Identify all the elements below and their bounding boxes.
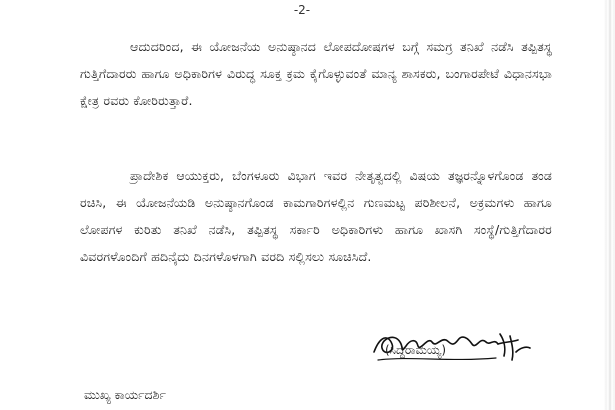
addressee-title: ಮುಖ್ಯ ಕಾರ್ಯದರ್ಶಿ xyxy=(84,387,166,402)
paragraph-1-text: ಆದುದರಿಂದ, ಈ ಯೋಜನೆಯ ಅನುಷ್ಠಾನದ ಲೋಪದೋಷಗಳ ಬಗ್ಗೆ ಸಮಗ್ರ ತನಿಖೆ ನಡೆಸಿ ತಪ್ಪಿತಸ್ಥ ಗುತ್ತಿಗೆದಾರರು ಹಾಗೂ ಅಧಿಕಾರಿಗಳ ವಿರುದ್ಧ ಸೂಕ್ತ ಕ್ರಮ ಕೈಗೊಳ್ಳುವಂತೆ ಮಾನ್ಯ ಶಾಸಕರು, ಬಂಗಾರಪೇಟೆ ವಿಧಾನಸಭಾ ಕ್ಷೇತ್ರ ರವರು ಕೋರಿರುತ್ತಾರೆ. xyxy=(80,39,552,108)
page-number: -2- xyxy=(293,3,311,17)
paragraph-1 xyxy=(80,33,552,114)
paragraph-2-text: ಪ್ರಾದೇಶಿಕ ಆಯುಕ್ತರು, ಬೆಂಗಳೂರು ವಿಭಾಗ ಇವರ ನೇತೃತ್ವದಲ್ಲಿ ವಿಷಯ ತಜ್ಞರನ್ನೊಳಗೊಂಡ ತಂಡ ರಚಿಸಿ, ಈ ಯೋಜನೆಯಡಿ ಅನುಷ್ಠಾನಗೊಂಡ ಕಾಮಗಾರಿಗಳಲ್ಲಿನ ಗುಣಮಟ್ಟ ಪರಿಶೀಲನೆ, ಅಕ್ರಮಗಳು ಹಾಗೂ ಲೋಪಗಳ ಕುರಿತು ತನಿಖೆ ನಡೆಸಿ, ತಪ್ಪಿತಸ್ಥ ಸರ್ಕಾರಿ ಅಧಿಕಾರಿಗಳು ಹಾಗೂ ಖಾಸಗಿ ಸಂಸ್ಥೆ/ಗುತ್ತಿಗೆದಾರರ ವಿವರಗಳೊಂದಿಗೆ ಹದಿನೈದು ದಿನಗಳೊಳಗಾಗಿ ವರದಿ ಸಲ್ಲಿಸಲು ಸೂಚಿಸಿದೆ. xyxy=(80,168,552,264)
signatory-name: (ಸಿದ್ದರಾಮಯ್ಯ) xyxy=(385,343,447,357)
paragraph-2 xyxy=(80,162,552,270)
stacked-pages-edge xyxy=(604,0,615,410)
